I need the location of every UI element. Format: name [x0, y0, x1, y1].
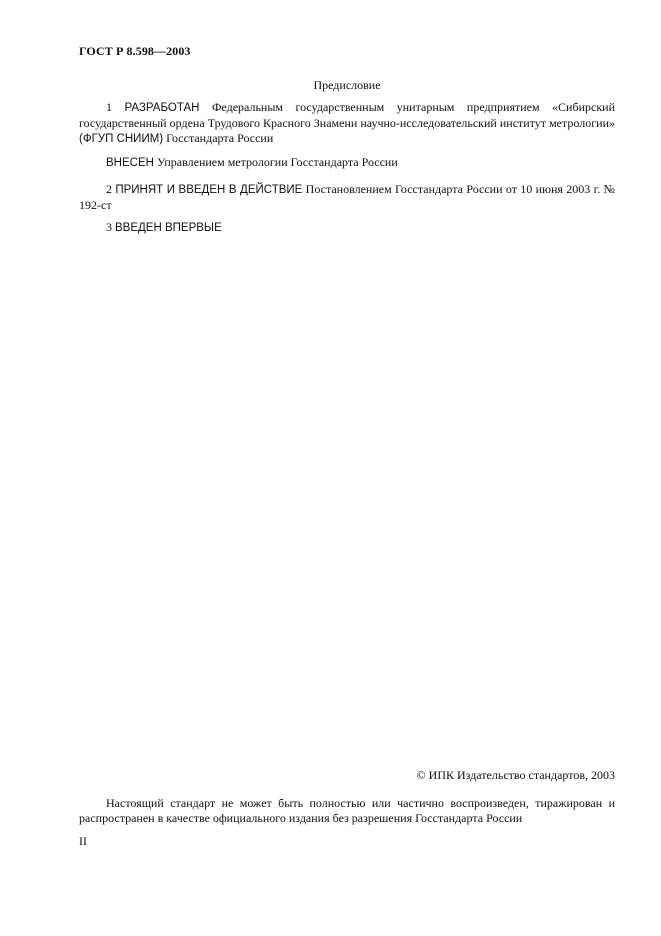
page-number: II	[79, 834, 87, 848]
item-lead: ВНЕСЕН	[106, 157, 154, 169]
item-abbreviation: (ФГУП СНИИМ)	[79, 133, 164, 145]
item-number: 2	[106, 182, 112, 196]
copyright-line: © ИПК Издательство стандартов, 2003	[416, 768, 615, 782]
paragraph-first-introduced	[79, 220, 615, 236]
item-text: Федеральным государственным унитарным предприятием «Сибирский государственный ордена Трудового Красного Знамени научно-исследовательский институт метрологии»	[79, 100, 615, 130]
item-lead: ПРИНЯТ И ВВЕДЕН В ДЕЙСТВИЕ	[115, 184, 303, 196]
item-text: Постановлением Госстандарта России от 10 июня 2003 г. № 192-ст	[79, 182, 615, 212]
item-lead: РАЗРАБОТАН	[124, 102, 200, 114]
reproduction-notice: Настоящий стандарт не может быть полностью или частично воспроизведен, тиражирован и распространен в качестве официального издания без разрешения Госстандарта России	[79, 796, 615, 825]
item-number: 1	[106, 100, 112, 114]
document-header: ГОСТ Р 8.598—2003	[79, 44, 191, 58]
paragraph-adopted	[79, 182, 615, 213]
paragraph-developed	[79, 100, 615, 147]
paragraph-introduced	[79, 155, 615, 171]
item-text: Управлением метрологии Госстандарта России	[156, 155, 398, 169]
section-title: Предисловие	[313, 78, 381, 92]
item-lead: ВВЕДЕН ВПЕРВЫЕ	[115, 222, 222, 234]
item-text-tail: Госстандарта России	[166, 131, 274, 145]
item-number: 3	[106, 220, 112, 234]
